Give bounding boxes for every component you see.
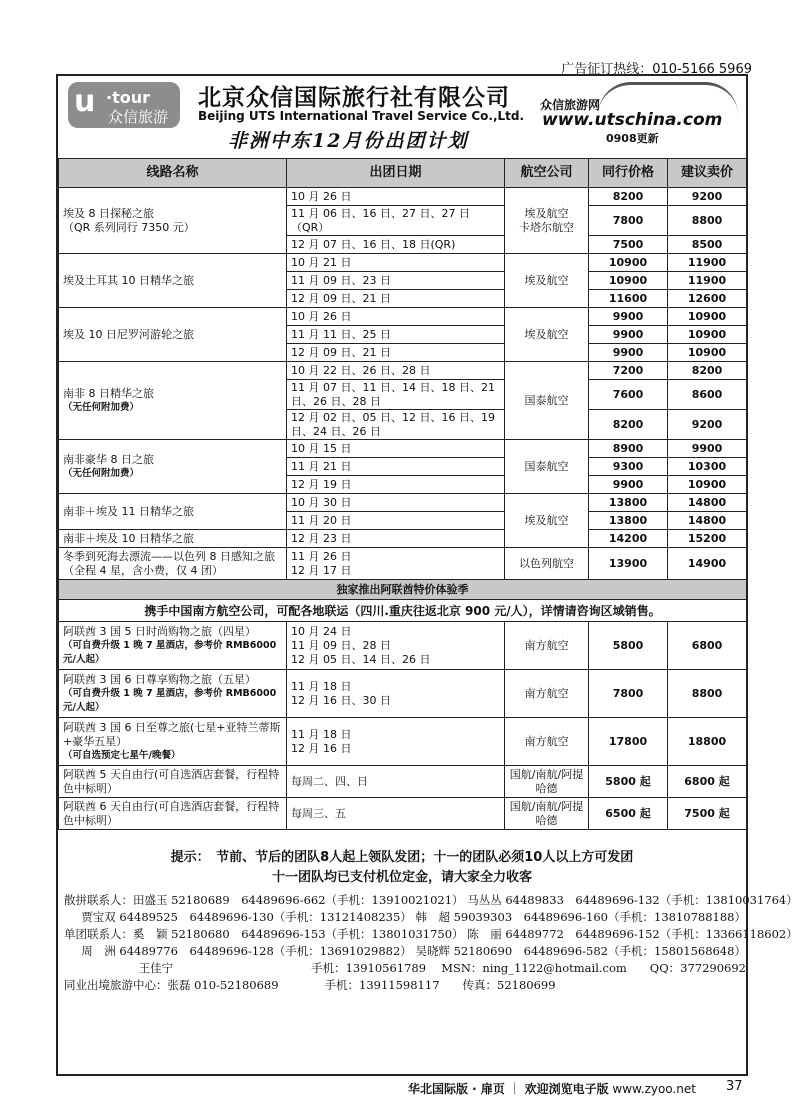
peer-price: 14200 (589, 530, 668, 548)
peer-price: 9300 (589, 458, 668, 476)
footer-slogan: 欢迎浏览电子版 (524, 1082, 609, 1096)
airline: 埃及航空 卡塔尔航空 (505, 188, 589, 254)
retail-price: 10900 (668, 326, 747, 344)
peer-price: 13800 (589, 512, 668, 530)
footer-info (58, 848, 798, 994)
departure-date: 每周二、四、日 (287, 766, 505, 798)
contact-label: 散拼联系人： (64, 893, 133, 907)
contact-label (64, 960, 139, 977)
retail-price: 8600 (668, 380, 747, 410)
peer-price: 7600 (589, 380, 668, 410)
table-row (59, 670, 747, 718)
retail-price: 11900 (668, 272, 747, 290)
tip-line-2: 十一团队均已支付机位定金，请大家全力收客 (271, 870, 532, 885)
contact-text: 奚 颖 52180680 64489696-153（手机：13801031750） 陈 丽 64489772 64489696-152（手机：13366118602） (133, 927, 798, 941)
contact-text: 田盛玉 52180689 64489696-662（手机：13910021021） 马丛丛 64489833 64489696-132（手机：13810031764） (133, 893, 798, 907)
route-name: 埃及土耳其 10 日精华之旅 (59, 254, 287, 308)
peer-price: 6500 起 (589, 798, 668, 830)
peer-price: 17800 (589, 718, 668, 766)
route-note: （无任何附加费） (63, 467, 140, 479)
retail-price: 10900 (668, 476, 747, 494)
promo-banner-row (59, 580, 747, 600)
table-row (59, 188, 747, 206)
contact-text: 张磊 010-52180689 手机：13911598117 传真：52180699 (167, 978, 556, 992)
departure-date: 10 月 21 日 (287, 254, 505, 272)
contact-row (64, 943, 746, 960)
route-name (59, 670, 287, 718)
contact-text: 王佳宁 手机：13910561789 MSN：ning_1122@hotmail.com QQ：377290692 (138, 961, 746, 975)
retail-price: 12600 (668, 290, 747, 308)
departure-date: 10 月 22 日、26 日、28 日 (287, 362, 505, 380)
retail-price: 10300 (668, 458, 747, 476)
departure-date: 12 月 07 日、16 日、18 日(QR) (287, 236, 505, 254)
table-row (59, 548, 747, 580)
retail-price: 10900 (668, 344, 747, 362)
peer-price: 10900 (589, 254, 668, 272)
retail-price: 6800 (668, 622, 747, 670)
page-footer: 华北国际版 · 扉页 ｜ 欢迎浏览电子版 www.zyoo.net (408, 1082, 696, 1096)
contact-list (58, 892, 798, 994)
date-line: 12 月 16 日、30 日 (291, 693, 391, 707)
table-row (59, 530, 747, 548)
airline: 埃及航空 (505, 308, 589, 362)
update-note: 0908更新 (606, 132, 659, 145)
table-row (59, 798, 747, 830)
route-line: 南非豪华 8 日之旅 (63, 452, 154, 466)
table-row (59, 766, 747, 798)
route-name: 南非＋埃及 10 日精华之旅 (59, 530, 287, 548)
tip-line-1: 提示： 节前、节后的团队8人起上领队发团；十一的团队必须10人以上方可发团 (170, 850, 634, 865)
departure-date: 11 月 07 日、11 日、14 日、18 日、21 日、26 日、28 日 (287, 380, 505, 410)
retail-price: 9900 (668, 440, 747, 458)
table-row (59, 494, 747, 512)
retail-price: 15200 (668, 530, 747, 548)
table-row (59, 718, 747, 766)
route-name: 南非＋埃及 11 日精华之旅 (59, 494, 287, 530)
retail-price: 8500 (668, 236, 747, 254)
departure-date: 11 月 11 日、25 日 (287, 326, 505, 344)
peer-price: 9900 (589, 344, 668, 362)
contact-label: 单团联系人： (64, 927, 133, 941)
contact-label (64, 909, 81, 926)
contact-row (64, 892, 798, 909)
route-line: （QR 系列同行 7350 元） (63, 220, 195, 234)
logo-cn: 众信旅游 (108, 108, 169, 126)
airline: 国泰航空 (505, 362, 589, 440)
retail-price: 11900 (668, 254, 747, 272)
date-line: 12 月 05 日、14 日、26 日 (291, 652, 431, 666)
date-line: 12 月 17 日 (291, 563, 352, 577)
airline: 南方航空 (505, 622, 589, 670)
departure-date: 12 月 09 日、21 日 (287, 290, 505, 308)
page-number: 37 (726, 1079, 743, 1094)
airline: 国航/南航/阿提哈德 (505, 798, 589, 830)
retail-price: 6800 起 (668, 766, 747, 798)
table-row (59, 362, 747, 380)
footer-section: 华北国际版 · 扉页 (408, 1082, 505, 1096)
departure-date: 10 月 26 日 (287, 308, 505, 326)
logo-mark: u (74, 84, 96, 119)
tour-schedule-table (58, 158, 747, 830)
retail-price: 14800 (668, 512, 747, 530)
route-name (59, 718, 287, 766)
airline: 以色列航空 (505, 548, 589, 580)
table-row (59, 254, 747, 272)
ad-hotline: 广告征订热线：010-5166 5969 (561, 62, 752, 77)
date-line: 11 月 18 日 (291, 679, 352, 693)
route-line: 阿联酋 3 国 6 日尊享购物之旅（五星） (63, 672, 256, 686)
header (58, 76, 746, 154)
route-note: （可自选预定七星午/晚餐） (63, 749, 181, 761)
retail-price: 9200 (668, 188, 747, 206)
contact-label: 同业出境旅游中心： (64, 978, 168, 992)
peer-price: 5800 起 (589, 766, 668, 798)
route-name (59, 622, 287, 670)
departure-date: 10 月 30 日 (287, 494, 505, 512)
route-line: 阿联酋 3 国 5 日时尚购物之旅（四星） (63, 624, 256, 638)
route-name: 冬季到死海去漂流——以色列 8 日感知之旅（全程 4 星，含小费，仅 4 团） (59, 548, 287, 580)
contact-text: 贾宝双 64489525 64489696-130（手机：13121408235） 韩 超 59039303 64489696-160（手机：13810788188） (81, 910, 746, 924)
retail-price: 9200 (668, 410, 747, 440)
route-name (59, 188, 287, 254)
promo-note-row (59, 600, 747, 622)
departure-date (287, 622, 505, 670)
airline: 埃及航空 (505, 494, 589, 548)
airline: 南方航空 (505, 670, 589, 718)
date-line: 10 月 24 日 (291, 624, 352, 638)
route-name: 阿联酋 6 天自由行(可自选酒店套餐，行程特色中标明） (59, 798, 287, 830)
contact-text: 周 洲 64489776 64489696-128（手机：13691029882） 吴晓辉 52180690 64489696-582（手机：15801568648） (81, 944, 746, 958)
promo-note: 携手中国南方航空公司，可配各地联运（四川.重庆往返北京 900 元/人），详情请咨询区域销售。 (59, 600, 747, 622)
route-name: 阿联酋 5 天自由行(可自选酒店套餐，行程特色中标明） (59, 766, 287, 798)
route-note: （无任何附加费） (63, 401, 140, 413)
flyer-page (56, 74, 798, 1076)
contact-row (64, 926, 798, 943)
contact-row (64, 909, 746, 926)
route-line: 南非 8 日精华之旅 (63, 386, 154, 400)
peer-price: 10900 (589, 272, 668, 290)
peer-price: 8200 (589, 188, 668, 206)
airline: 南方航空 (505, 718, 589, 766)
peer-price: 5800 (589, 622, 668, 670)
route-line: 埃及 8 日探秘之旅 (63, 206, 154, 220)
date-line: 12 月 16 日 (291, 741, 352, 755)
departure-date: 10 月 15 日 (287, 440, 505, 458)
logo-en: ·tour (106, 88, 150, 107)
header-route: 线路名称 (59, 159, 287, 188)
peer-price: 8900 (589, 440, 668, 458)
header-retail-price: 建议卖价 (668, 159, 747, 188)
airline: 国泰航空 (505, 440, 589, 494)
departure-date: 12 月 02 日、05 日、12 日、16 日、19 日、24 日、26 日 (287, 410, 505, 440)
peer-price: 7500 (589, 236, 668, 254)
website-name: 众信旅游网 (540, 98, 601, 112)
route-line: 阿联酋 3 国 6 日至尊之旅(七星+亚特兰蒂斯+豪华五星） (63, 720, 281, 748)
departure-date: 每周三、五 (287, 798, 505, 830)
retail-price: 7500 起 (668, 798, 747, 830)
table-header-row (59, 159, 747, 188)
retail-price: 18800 (668, 718, 747, 766)
retail-price: 14800 (668, 494, 747, 512)
peer-price: 7800 (589, 670, 668, 718)
retail-price: 8200 (668, 362, 747, 380)
airline: 国航/南航/阿提哈德 (505, 766, 589, 798)
peer-price: 13900 (589, 548, 668, 580)
departure-date: 12 月 19 日 (287, 476, 505, 494)
departure-date: 11 月 06 日、16 日、27 日、27 日（QR） (287, 206, 505, 236)
departure-date: 11 月 20 日 (287, 512, 505, 530)
departure-date: 10 月 26 日 (287, 188, 505, 206)
promo-banner: 独家推出阿联酋特价体验季 (59, 580, 747, 600)
header-airline: 航空公司 (505, 159, 589, 188)
table-row (59, 308, 747, 326)
departure-date: 12 月 23 日 (287, 530, 505, 548)
utour-logo (68, 82, 180, 128)
retail-price: 14900 (668, 548, 747, 580)
peer-price: 11600 (589, 290, 668, 308)
route-note: （可自费升级 1 晚 7 星酒店，参考价 RMB6000 元/人起） (63, 687, 277, 713)
peer-price: 8200 (589, 410, 668, 440)
departure-date: 11 月 09 日、23 日 (287, 272, 505, 290)
page-title: 非洲中东12月份出团计划 (228, 130, 469, 152)
contact-row (64, 960, 746, 977)
table-row (59, 440, 747, 458)
date-line: 11 月 09 日、28 日 (291, 638, 391, 652)
peer-price: 7800 (589, 206, 668, 236)
departure-date (287, 548, 505, 580)
contact-row (64, 977, 746, 994)
route-name (59, 362, 287, 440)
airline: 埃及航空 (505, 254, 589, 308)
retail-price: 8800 (668, 670, 747, 718)
table-row (59, 622, 747, 670)
date-line: 11 月 18 日 (291, 727, 352, 741)
route-note: （可自费升级 1 晚 7 星酒店，参考价 RMB6000 元/人起） (63, 639, 277, 665)
retail-price: 8800 (668, 206, 747, 236)
peer-price: 13800 (589, 494, 668, 512)
company-name-cn: 北京众信国际旅行社有限公司 (198, 85, 510, 111)
departure-date (287, 670, 505, 718)
departure-date: 11 月 21 日 (287, 458, 505, 476)
header-date: 出团日期 (287, 159, 505, 188)
website-url[interactable]: www.utschina.com (542, 110, 723, 130)
route-name (59, 440, 287, 494)
route-name: 埃及 10 日尼罗河游轮之旅 (59, 308, 287, 362)
retail-price: 10900 (668, 308, 747, 326)
peer-price: 9900 (589, 308, 668, 326)
departure-date (287, 718, 505, 766)
departure-date: 12 月 09 日、21 日 (287, 344, 505, 362)
peer-price: 7200 (589, 362, 668, 380)
footer-url[interactable]: www.zyoo.net (612, 1082, 696, 1096)
header-peer-price: 同行价格 (589, 159, 668, 188)
peer-price: 9900 (589, 476, 668, 494)
company-name-en: Beijing UTS International Travel Service Co.,Ltd. (198, 109, 525, 123)
peer-price: 9900 (589, 326, 668, 344)
date-line: 11 月 26 日 (291, 549, 352, 563)
contact-label (64, 943, 81, 960)
